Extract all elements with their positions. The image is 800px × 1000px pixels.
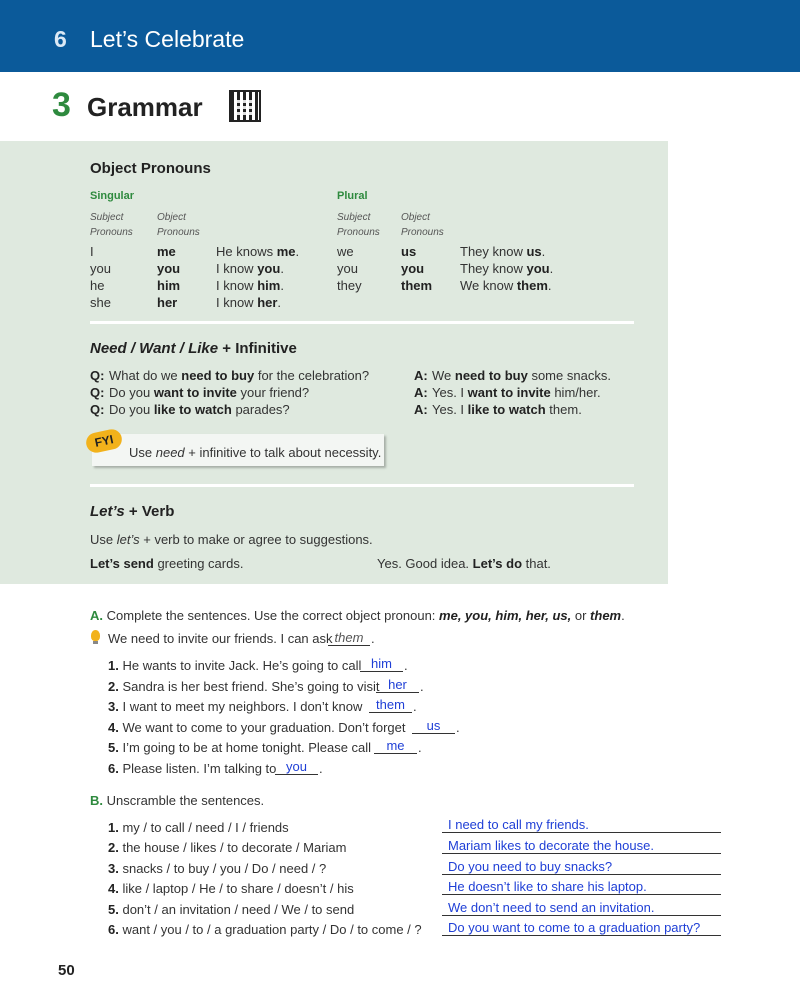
answer-text: Yes. I want to invite him/her.: [432, 385, 601, 400]
answer-field[interactable]: I need to call my friends.: [442, 817, 721, 833]
answer-text: Yes. I like to watch them.: [432, 402, 582, 417]
fyi-badge: FYI: [84, 427, 123, 454]
scrambled-prompt: 3. snacks / to buy / you / Do / need / ?: [108, 861, 327, 876]
item-period: .: [413, 699, 417, 714]
section-divider: [90, 321, 634, 324]
qr-code-icon[interactable]: [229, 90, 261, 122]
a-marker: A:: [414, 385, 428, 400]
answer-field[interactable]: me: [374, 738, 417, 754]
fyi-note-text: Use need + infinitive to talk about necessity.: [129, 445, 382, 460]
subject-pronoun: I: [90, 244, 94, 259]
item-period: .: [319, 761, 323, 776]
example-sentence: I know you.: [216, 261, 284, 276]
scrambled-prompt: 6. want / you / to / a graduation party / Do / to come / ?: [108, 922, 422, 937]
answer-field[interactable]: them: [369, 697, 412, 713]
answer-field[interactable]: He doesn’t like to share his laptop.: [442, 879, 721, 895]
subject-pronoun: you: [90, 261, 111, 276]
singular-label: Singular: [90, 190, 135, 202]
subject-pronoun: they: [337, 278, 362, 293]
item-period: .: [418, 740, 422, 755]
object-pronoun: you: [157, 261, 181, 276]
col-subject-plural-1: Subject: [337, 212, 371, 223]
lets-verb-description: Use let’s + verb to make or agree to suggestions.: [90, 532, 373, 547]
example-sentence: We know them.: [460, 278, 552, 293]
col-object-plural-1: Object: [401, 212, 430, 223]
col-subject-plural-2: Pronouns: [337, 227, 380, 238]
a-marker: A:: [414, 402, 428, 417]
section-number: 3: [52, 86, 71, 124]
unit-title: Let’s Celebrate: [90, 26, 245, 52]
item-period: .: [420, 679, 424, 694]
answer-field[interactable]: him: [360, 656, 403, 672]
answer-text: We need to buy some snacks.: [432, 368, 611, 383]
question-text: What do we need to buy for the celebration?: [109, 368, 370, 383]
lets-example-reply: Yes. Good idea. Let’s do that.: [377, 556, 551, 571]
object-pronoun: you: [401, 261, 425, 276]
example-sentence: He knows me.: [216, 244, 300, 259]
object-pronoun: us: [401, 244, 417, 259]
example-sentence: They know you.: [460, 261, 554, 276]
item-period: .: [456, 720, 460, 735]
col-object-1: Object: [157, 212, 186, 223]
unit-header-bar: [0, 0, 800, 72]
answer-field[interactable]: Do you want to come to a graduation party?: [442, 920, 721, 936]
item-period: .: [404, 658, 408, 673]
subject-pronoun: he: [90, 278, 105, 293]
col-subject-1: Subject: [90, 212, 124, 223]
lightbulb-icon: [91, 630, 100, 641]
item-text: 3. I want to meet my neighbors. I don’t know: [108, 699, 363, 714]
q-marker: Q:: [90, 402, 105, 417]
q-marker: Q:: [90, 368, 105, 383]
scrambled-prompt: 2. the house / likes / to decorate / Mariam: [108, 840, 347, 855]
answer-field[interactable]: We don’t need to send an invitation.: [442, 900, 721, 916]
subject-pronoun: we: [337, 244, 354, 259]
item-text: 1. He wants to invite Jack. He’s going to call: [108, 658, 362, 673]
col-subject-2: Pronouns: [90, 227, 133, 238]
scrambled-prompt: 5. don’t / an invitation / need / We / to send: [108, 902, 355, 917]
section-title: Grammar: [87, 92, 203, 122]
object-pronoun: them: [401, 278, 433, 293]
unit-number: 6: [54, 26, 67, 52]
subject-pronoun: you: [337, 261, 358, 276]
question-text: Do you want to invite your friend?: [109, 385, 310, 400]
exercise-a-example-text: We need to invite our friends. I can ask: [108, 631, 333, 646]
example-sentence: I know him.: [216, 278, 284, 293]
exercise-b-instruction: B. Unscramble the sentences.: [90, 793, 265, 808]
col-object-plural-2: Pronouns: [401, 227, 444, 238]
scrambled-prompt: 1. my / to call / need / I / friends: [108, 820, 289, 835]
lets-example-suggestion: Let’s send greeting cards.: [90, 556, 244, 571]
plural-label: Plural: [337, 190, 368, 202]
col-object-2: Pronouns: [157, 227, 200, 238]
section-divider: [90, 484, 634, 487]
lets-verb-title: Let’s + Verb: [90, 503, 175, 520]
answer-field[interactable]: you: [275, 759, 318, 775]
object-pronoun: me: [157, 244, 176, 259]
answer-field[interactable]: Mariam likes to decorate the house.: [442, 838, 721, 854]
answer-field[interactable]: Do you need to buy snacks?: [442, 859, 721, 875]
exercise-a-instruction: A. Complete the sentences. Use the correct object pronoun: me, you, him, her, us, or them.: [90, 608, 625, 623]
a-marker: A:: [414, 368, 428, 383]
example-sentence: I know her.: [216, 295, 282, 310]
answer-field[interactable]: us: [412, 718, 455, 734]
example-sentence: They know us.: [460, 244, 546, 259]
example-answer: them: [328, 630, 370, 646]
page-number: 50: [58, 962, 75, 979]
subject-pronoun: she: [90, 295, 111, 310]
object-pronouns-title: Object Pronouns: [90, 160, 211, 177]
object-pronoun: her: [157, 295, 178, 310]
answer-field[interactable]: her: [376, 677, 419, 693]
item-text: 4. We want to come to your graduation. Don’t forget: [108, 720, 406, 735]
q-marker: Q:: [90, 385, 105, 400]
scrambled-prompt: 4. like / laptop / He / to share / doesn’t / his: [108, 881, 354, 896]
item-text: 6. Please listen. I’m talking to: [108, 761, 277, 776]
question-text: Do you like to watch parades?: [109, 402, 290, 417]
object-pronoun: him: [157, 278, 181, 293]
item-text: 5. I’m going to be at home tonight. Please call: [108, 740, 372, 755]
example-period: .: [371, 631, 375, 646]
item-text: 2. Sandra is her best friend. She’s going to visit: [108, 679, 380, 694]
need-want-like-title: Need / Want / Like + Infinitive: [90, 340, 297, 357]
